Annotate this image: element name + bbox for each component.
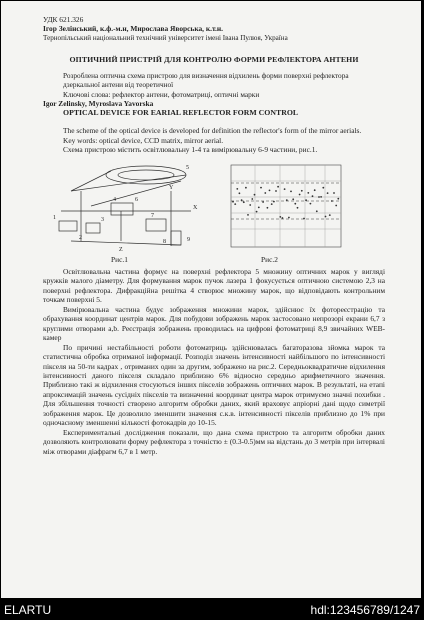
figure-2-point: [264, 192, 266, 194]
figure-2-point: [299, 193, 301, 195]
figure-2-point: [241, 199, 243, 201]
figure-2-point: [312, 195, 314, 197]
figure-2-point: [267, 207, 269, 209]
label-8: 8: [163, 238, 166, 245]
label-2: 2: [79, 234, 82, 241]
figure-2-point: [260, 187, 262, 189]
figure-2-point: [279, 216, 281, 218]
figure-2-point: [322, 187, 324, 189]
figure-2-point: [333, 192, 335, 194]
figure-2-point: [254, 194, 256, 196]
label-5: 5: [186, 164, 189, 171]
figure-2-point: [258, 206, 260, 208]
label-3: 3: [101, 216, 104, 223]
label-6: 6: [135, 196, 138, 203]
figure-2-point: [292, 198, 294, 200]
figure-2-point: [297, 207, 299, 209]
figure-2-point: [247, 214, 249, 216]
intro-uk: Схема пристрою містить освітлювальну 1-4 та вимірювальну 6-9 частини, рис.1.: [63, 145, 318, 155]
figure-2-point: [331, 200, 333, 202]
figure-2-point: [327, 192, 329, 194]
footer-bar: [0, 600, 424, 620]
paragraph-2: Вимірювальна частина будує зображення множини марок, здійснює їх фотореєстрацію та обрахування координат центрів марок. Для побудови зображень марок застосовано непрозорі екрани 6,7 з круглими отворами a,b. Реєстрація зображень проводилась на цифрові фотоматриці 8,9 звичайних WEB-камер: [43, 304, 385, 343]
figure-2-point: [284, 188, 286, 190]
figure-1-caption: Рис.1: [111, 254, 128, 264]
label-9: 9: [187, 236, 190, 243]
figure-2-point: [310, 203, 312, 205]
figure-2-point: [286, 199, 288, 201]
figure-2-point: [275, 190, 277, 192]
keywords-uk: Ключові слова: рефлектор антени, фотоматриці, оптичні марки: [63, 89, 260, 99]
label-4: 4: [113, 196, 116, 203]
abstract-en: The scheme of the optical device is developed for definition the reflector's form of the mirror aerials.: [63, 126, 362, 136]
figure-2-point: [329, 214, 331, 216]
footer-left: ELARTU: [4, 603, 52, 617]
figures-area: [43, 159, 385, 267]
figure-2-point: [256, 211, 258, 213]
figure-2-intensity-plot: [225, 161, 345, 253]
figure-2-point: [282, 217, 284, 219]
affiliation: Тернопільський національний технічний університет імені Івана Пулюя, Україна: [43, 33, 288, 42]
figure-2-point: [249, 204, 251, 206]
paragraph-3: По причині нестабільності роботи фотоматриць здійснювалась багаторазова зйомка марок та статистична обробка отриманої інформації. Розподіл значень інтенсивності найбільшого по інтенсивності пікселя на 50-ти кадрах , отриманих один за другим, зображено на рис.2. Середньоквадратичне відхилення інтенсивності даного пікселя складало приблизно 6% відносно середньо арифметичного значення. Приблизно такі ж відхилення стосуються інших пікселів зображень оптичних марок. В результаті, на етапі апроксимацій значень сусідніх пікселів та визначенні координат центра марок отримуємо значні похибки . Для збільшення точності створено алгоритм обробки даних, який враховує апріорні дані щодо симетрії зображення марок. Це дозволило зменшити значення с.к.в. інтенсивності пікселів приблизно до 1% при одночасному зменшенні кількості фотокадрів до 10-15.: [43, 342, 385, 428]
label-x: X: [193, 204, 198, 211]
figure-2-point: [236, 188, 238, 190]
figure-2-point: [320, 196, 322, 198]
figure-1-optical-scheme: [51, 161, 201, 253]
label-y: Y: [169, 184, 174, 191]
figure-2-point: [234, 203, 236, 205]
figure-2-point: [294, 203, 296, 205]
keywords-en: Key words: optical device, CCD matrix, mirror aerial.: [63, 135, 224, 145]
abstract-uk: Розроблена оптична схема пристрою для визначення відхилень форми поверхні рефлектора дзеркальної антени від теоретичної: [63, 70, 349, 90]
figure-2-point: [301, 190, 303, 192]
figure-2-point: [273, 201, 275, 203]
footer-handle: hdl:123456789/1247: [310, 603, 420, 617]
figure-2-point: [271, 203, 273, 205]
figure-2-point: [337, 198, 339, 200]
document-page: [1, 1, 421, 598]
figure-2-point: [269, 189, 271, 191]
figure-2-point: [262, 201, 264, 203]
udc-code: УДК 621.326: [43, 15, 84, 24]
paragraph-1: Освітлювальна частина формує на поверхні рефлектора 5 множину оптичних марок у вигляді кружків малого діаметру. Для формування марок пучок лазера 1 фокусується оптичною системою 2,3 на поверхні рефлектора. Дифракційна решітка 4 створює множину марок, що відповідають контрольним точкам поверхні 5.: [43, 266, 385, 305]
figure-2-point: [245, 187, 247, 189]
figure-2-point: [232, 201, 234, 203]
figure-2-caption: Рис.2: [261, 254, 278, 264]
authors-uk: Ігор Зелінський, к.ф.-м.н, Мирослава Яворська, к.т.н.: [43, 24, 224, 34]
title-uk: ОПТИЧНИЙ ПРИСТРІЙ ДЛЯ КОНТРОЛЮ ФОРМИ РЕФЛЕКТОРА АНТЕНИ: [69, 55, 359, 65]
figure-2-point: [303, 217, 305, 219]
paragraph-4: Експериментальні дослідження показали, що дана схема пристрою та алгоритм обробки даних дозволяють контролювати форму рефлектора з точністю ± (0.3-0.5)мм на відстань до 3 метрів при інтервалі між отворами діафрагм 6,7 в 1 метр.: [43, 427, 385, 456]
figure-2-point: [316, 210, 318, 212]
label-1: 1: [53, 214, 56, 221]
figure-2-point: [239, 192, 241, 194]
figure-2-point: [335, 204, 337, 206]
figure-2-point: [290, 190, 292, 192]
figure-2-point: [277, 186, 279, 188]
figure-2-point: [243, 201, 245, 203]
figure-2-point: [288, 216, 290, 218]
figure-2-point: [307, 192, 309, 194]
figure-2-point: [318, 196, 320, 198]
label-7: 7: [151, 212, 154, 219]
label-z: Z: [119, 246, 123, 253]
title-en: OPTICAL DEVICE FOR EARIAL REFLECTOR FORM CONTROL: [63, 108, 299, 118]
figure-2-point: [305, 199, 307, 201]
figure-2-point: [314, 189, 316, 191]
figure-2-point: [325, 215, 327, 217]
authors-en: Igor Zelinsky, Myroslava Yavorska: [43, 98, 154, 108]
figure-2-point: [251, 198, 253, 200]
